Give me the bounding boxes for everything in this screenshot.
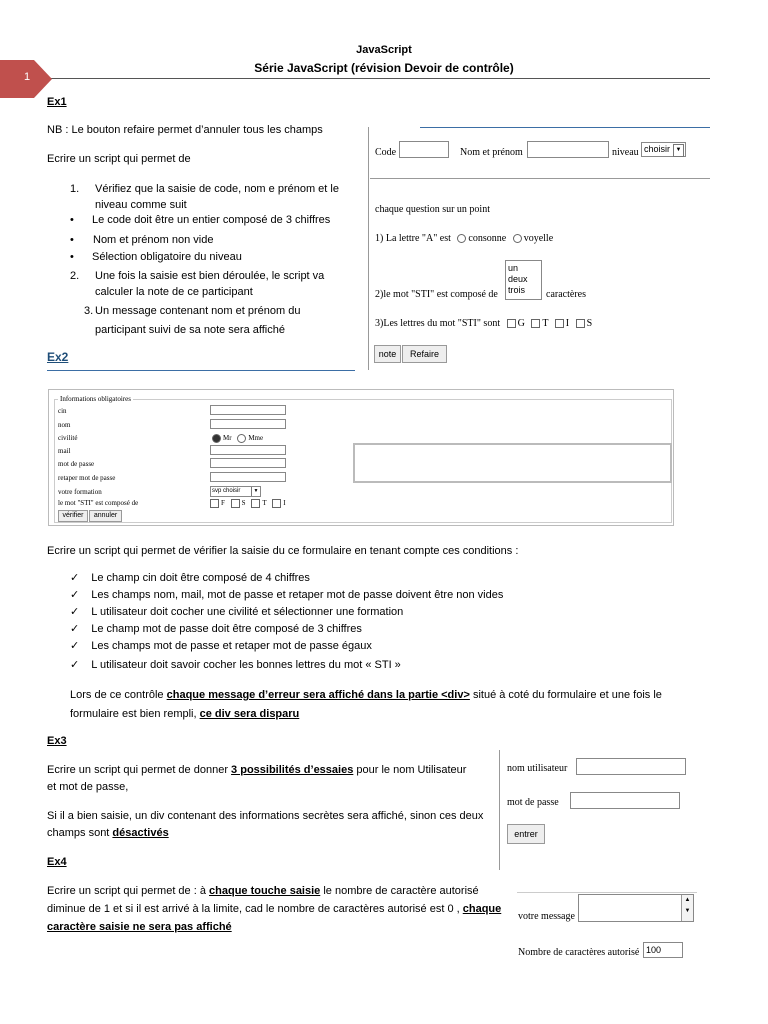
ex3-paragraph2 [47,808,487,842]
name-label: Nom et prénom [460,147,523,158]
ex1-form-note: chaque question sur un point [375,204,490,215]
field-label-cin: cin [58,407,67,415]
para-emphasis: chaque touche saisie [209,885,321,897]
mdp-input[interactable] [210,458,286,468]
entrer-button[interactable]: entrer [507,824,545,844]
mail-input[interactable] [210,445,286,455]
list-marker: • [70,214,74,226]
q3-label [375,318,592,329]
condition-text: L utilisateur doit cocher une civilité et sélectionner une formation [91,606,404,618]
checkbox-t[interactable] [531,319,540,328]
civilite-radios [208,434,263,443]
list-marker: 2. [70,270,80,282]
pass-input[interactable] [570,792,680,809]
list-option[interactable]: un [508,263,519,273]
checkbox-f[interactable] [210,499,219,508]
list-text: Sélection obligatoire du niveau [92,251,242,263]
field-label-mail: mail [58,447,71,455]
cin-input[interactable] [210,405,286,415]
level-select[interactable] [641,142,686,157]
para-emphasis: chaque caractère saisie ne sera pas affiché [47,903,502,933]
field-label-civilite: civilité [58,434,78,442]
condition-item [70,571,670,588]
list-marker: • [70,251,74,263]
sti-checkboxes [206,499,286,508]
ex1-form-divider [370,178,710,179]
check-icon: ✓ [70,659,80,671]
level-label: niveau [612,147,639,158]
civ-opt1: Mr [223,434,232,443]
user-label: nom utilisateur [507,763,568,774]
letter: I [283,499,286,508]
page-number: 1 [24,71,31,83]
formation-select[interactable] [210,486,261,497]
retaper-input[interactable] [210,472,286,482]
radio-mme[interactable] [237,434,246,443]
check-icon: ✓ [70,640,80,652]
letter: G [517,318,525,329]
condition-text: L utilisateur doit savoir cocher les bonnes lettres du mot « STI » [91,659,401,671]
q1-text: 1) La lettre "A" est [375,233,451,244]
code-input[interactable] [399,141,449,158]
ex2-intro: Ecrire un script qui permet de vérifier la saisie du ce formulaire en tenant compte ces conditions : [47,545,519,557]
ex1-form-top-rule [420,127,710,128]
checkbox-s[interactable] [231,499,240,508]
check-icon: ✓ [70,589,80,601]
checkbox-s[interactable] [576,319,585,328]
page-title: JavaScript [356,44,412,56]
count-value: 100 [646,945,662,955]
para-text: Si il a bien saisie, un div contenant des informations secrètes sera affiché, sinon ces deux champs sont [47,810,484,839]
para-text: Lors de ce contrôle [70,689,167,701]
checkbox-i[interactable] [555,319,564,328]
para-text: Ecrire un script qui permet de : à [47,885,210,897]
radio-consonne[interactable] [457,234,466,243]
para-text: pour le nom Utilisateur et mot de passe, [47,764,467,793]
user-input[interactable] [576,758,686,775]
ex2-conditions [70,571,670,675]
ex2-rule [47,370,355,371]
ex4-paragraph [47,882,509,936]
list-option[interactable]: trois [508,285,526,295]
radio-mr[interactable] [212,434,221,443]
q3-text: 3)Les lettres du mot "STI" sont [375,318,501,329]
condition-item [70,639,670,658]
scrollbar[interactable] [681,895,693,921]
ex1-nb: NB : Le bouton refaire permet d’annuler tous les champs [47,124,323,136]
checkbox-i[interactable] [272,499,281,508]
check-icon: ✓ [70,623,80,635]
condition-text: Les champs mot de passe et retaper mot de passe égaux [91,640,372,652]
ex3-heading: Ex3 [47,735,67,747]
q2-listbox[interactable] [505,260,542,300]
para-text: le nombre de caractère autorisé diminue de 1 et si il est arrivé à la limite, cad le nombre de caractères autorisé est 0 , [47,885,479,915]
para-emphasis: ce div sera disparu [199,708,300,720]
error-div [353,443,672,483]
list-marker: • [70,234,74,246]
chevron-down-icon: ▼ [673,144,684,157]
page-badge [0,60,52,98]
q1-label [375,233,553,244]
para-text: Ecrire un script qui permet de donner [47,764,232,776]
ex4-form-rule [517,892,697,893]
list-text: Un message contenant nom et prénom du participant suivi de sa note sera affiché [95,305,301,336]
list-text: Vérifiez que la saisie de code, nom e prénom et le niveau comme suit [95,183,339,211]
formation-select-value: svp choisir [212,488,241,494]
letter: I [565,318,570,329]
ex3-paragraph1 [47,762,467,796]
condition-item [70,588,670,605]
ex4-heading: Ex4 [47,856,67,868]
check-icon: ✓ [70,606,80,618]
fieldset-legend: Informations obligatoires [60,395,131,403]
q1-opt2: voyelle [523,233,554,244]
ex2-heading: Ex2 [47,350,69,364]
condition-item [70,622,670,639]
ex2-paragraph [70,686,710,724]
condition-text: Le champ mot de passe doit être composé de 3 chiffres [91,623,362,635]
civ-opt2: Mme [248,434,264,443]
pass-label: mot de passe [507,797,559,808]
list-text: Nom et prénom non vide [93,234,214,246]
para-emphasis: désactivés [112,827,169,839]
para-emphasis: 3 possibilités d’essaies [231,764,354,776]
note-button[interactable]: note [374,345,401,363]
field-label-mdp: mot de passe [58,460,95,468]
scroll-up-icon[interactable]: ▲ [684,897,691,903]
annuler-button[interactable]: annuler [89,510,122,522]
checkbox-g[interactable] [507,319,516,328]
count-input [643,942,683,958]
code-label: Code [375,147,397,158]
letter: S [586,318,593,329]
para-text: situé à coté du formulaire et une fois le formulaire est bien rempli, [70,689,662,720]
condition-text: Les champs nom, mail, mot de passe et retaper mot de passe doivent être non vides [91,589,504,601]
letter: S [241,499,246,508]
field-label-retaper: retaper mot de passe [58,474,116,482]
ex1-form-border [368,127,369,370]
para-emphasis: chaque message d’erreur sera affiché dans la partie <div> [166,689,470,701]
check-icon: ✓ [70,572,80,584]
chevron-down-icon: ▼ [251,487,260,496]
scroll-down-icon[interactable]: ▼ [684,908,691,914]
condition-item [70,658,670,675]
nom-input[interactable] [210,419,286,429]
condition-text: Le champ cin doit être composé de 4 chiffres [91,572,310,584]
radio-voyelle[interactable] [513,234,522,243]
letter: F [221,499,225,508]
header-rule [45,78,710,79]
condition-item [70,605,670,622]
ex1-intro: Ecrire un script qui permet de [47,153,191,165]
list-text: Le code doit être un entier composé de 3 chiffres [92,214,331,226]
message-textarea[interactable] [578,894,694,922]
page-subtitle: Série JavaScript (révision Devoir de contrôle) [254,61,514,75]
msg-label: votre message [518,911,575,922]
name-input[interactable] [527,141,609,158]
refaire-button[interactable]: Refaire [402,345,447,363]
letter: T [262,499,267,508]
list-marker: 1. [70,183,80,195]
q2-label: 2)le mot "STI" est composé de [375,289,498,300]
q2-suffix: caractères [546,289,586,300]
verifier-button[interactable]: vérifier [58,510,88,522]
list-text: Une fois la saisie est bien déroulée, le script va calculer la note de ce participant [95,270,325,298]
count-label: Nombre de caractères autorisé [518,947,640,958]
field-label-formation: votre formation [58,488,102,496]
checkbox-t[interactable] [251,499,260,508]
q1-opt1: consonne [468,233,507,244]
ex1-heading: Ex1 [47,96,67,108]
field-label-nom: nom [58,421,71,429]
list-marker: 3. [84,305,94,317]
letter: T [542,318,549,329]
field-label-sti: le mot "STI" est composé de [58,499,139,507]
level-select-value: choisir [644,144,671,154]
list-option[interactable]: deux [508,274,528,284]
ex3-form-border [499,750,500,870]
